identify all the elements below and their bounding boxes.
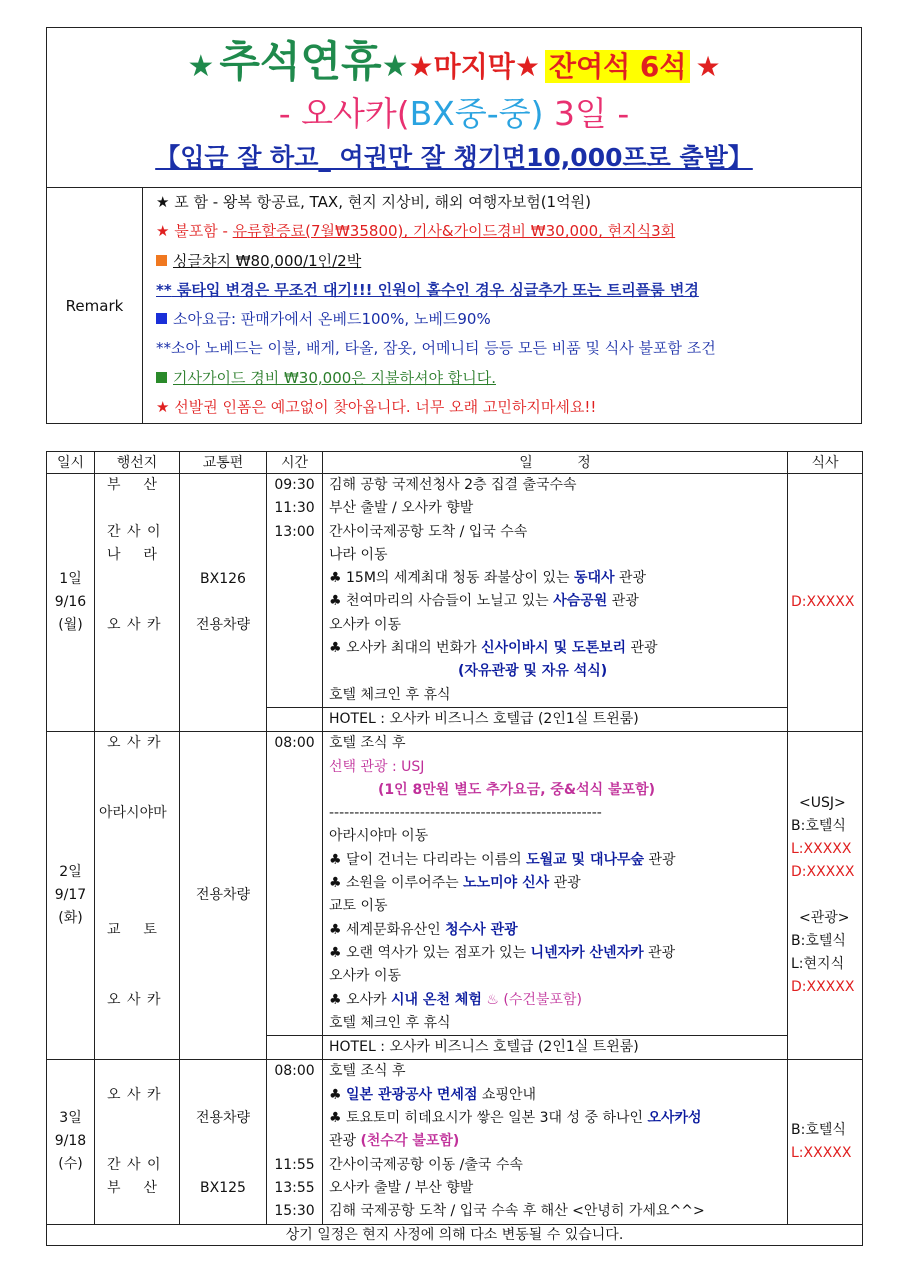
plan-line: 호텔 체크인 후 휴식 — [329, 1014, 451, 1031]
plan-line — [323, 1084, 787, 1107]
plan-line: 오사카 이동 — [329, 616, 402, 633]
sight-name: 도월교 및 대나무숲 — [526, 851, 645, 868]
plan-text: ♣ 토요토미 히데요시가 쌓은 일본 3대 성 중 하나인 — [329, 1110, 648, 1127]
col-header-time: 시간 — [267, 452, 323, 474]
subtitle-dest: - 오사카( — [278, 94, 410, 133]
transport-cell — [180, 732, 267, 1060]
plan-line: 김해 국제공항 도착 / 입국 수속 후 해산 <안녕히 가세요^^> — [329, 1203, 705, 1220]
time: 11:30 — [274, 500, 315, 517]
plan-line — [323, 872, 787, 895]
plan-line: (자유관광 및 자유 석식) — [458, 663, 608, 680]
sight-name: 청수사 관광 — [445, 921, 518, 938]
sight-name: 오사카성 — [647, 1110, 702, 1127]
plan-text: ♣ — [329, 1086, 347, 1103]
plan-text: 관광 — [643, 944, 676, 961]
star-icon: ★ — [156, 193, 170, 211]
plan-text: ♣ 천여마리의 사슴들이 노닐고 있는 — [329, 593, 554, 610]
remark-prefix: 불포함 - — [169, 222, 233, 241]
col-header-meal: 식사 — [788, 452, 863, 474]
time: 13:55 — [274, 1179, 315, 1196]
star-icon: ★ — [695, 50, 721, 83]
meal-cell — [788, 732, 863, 1060]
time-cell — [267, 1060, 323, 1224]
subtitle — [47, 90, 861, 138]
table-row — [47, 474, 863, 708]
time: 08:00 — [274, 1063, 315, 1080]
hotel-cell — [323, 707, 788, 731]
time-cell — [267, 707, 323, 731]
remark-item — [156, 334, 857, 363]
meal-dinner: D:XXXXX — [791, 864, 855, 881]
plan-line: 김해 공항 국제선청사 2층 집결 출국수속 — [329, 477, 577, 493]
remark-text: 기사가이드 경비 ₩30,000은 지불하셔야 합니다. — [173, 368, 496, 387]
time: 11:55 — [274, 1156, 315, 1173]
optional-tour-note: (1인 8만원 별도 추가요금, 중&석식 불포함) — [378, 781, 656, 798]
place: 오 사 카 — [107, 735, 162, 752]
time: 09:30 — [274, 477, 315, 493]
remark-text: 선발권 인폼은 예고없이 찾아옵니다. 너무 오래 고민하지마세요!! — [169, 398, 597, 417]
plan-line: 아라시야마 이동 — [329, 828, 429, 845]
plan-text: 관광 — [614, 570, 647, 587]
bullet-icon: ** — [156, 339, 171, 358]
meal-cell — [788, 474, 863, 732]
plan-line: 호텔 조식 후 — [329, 735, 406, 752]
star-icon: ★ — [187, 49, 215, 84]
sight-name: 동대사 — [573, 570, 615, 587]
footer-note: 상기 일정은 현지 사정에 의해 다소 변동될 수 있습니다. — [47, 1224, 863, 1245]
plan-text: ♣ 소원을 이루어주는 — [329, 875, 464, 892]
plan-text: ♣ 오사카 최대의 번화가 — [329, 640, 482, 657]
meal-lunch: L:현지식 — [791, 956, 845, 973]
flight-code: BX125 — [200, 1179, 246, 1196]
tagline: 【입금 잘 하고_ 여권만 잘 챙기면10,000프로 출발】 — [155, 143, 753, 172]
meal-group-label: <관광> — [799, 910, 850, 927]
day-date: 9/17 — [54, 887, 87, 904]
sight-name: 노노미야 신사 — [463, 875, 550, 892]
plan-line: 교토 이동 — [329, 898, 388, 915]
green-square-icon — [156, 372, 167, 383]
star-icon: ★ — [381, 49, 409, 84]
onsen-note: ♨ (수건불포함) — [481, 991, 582, 1008]
place: 교 토 — [107, 921, 158, 938]
transport-label: 전용차량 — [195, 1110, 251, 1127]
schedule-cell — [323, 732, 788, 1036]
subtitle-airline: BX중-중 — [409, 94, 531, 133]
plan-line: 나라 이동 — [329, 546, 388, 563]
place: 간 사 이 — [107, 1156, 162, 1173]
day-date: 9/16 — [54, 594, 87, 611]
star-icon: ★ — [514, 50, 540, 83]
day-number: 3일 — [59, 1110, 82, 1127]
plan-text: 쇼핑안내 — [477, 1086, 537, 1103]
remark-text: 포 함 - 왕복 항공료, TAX, 현지 지상비, 해외 여행자보험(1억원) — [169, 193, 591, 211]
remark-label: Remark — [47, 188, 143, 423]
remark-text: 룸타입 변경은 무조건 대기!!! 인원이 홀수인 경우 싱글추가 또는 트리플룸 변경 — [171, 280, 699, 299]
day-number: 2일 — [59, 864, 82, 881]
day-date: 9/18 — [54, 1133, 87, 1150]
plan-line: 간사이국제공항 이동 /출국 수속 — [329, 1156, 523, 1173]
day-weekday: (화) — [58, 910, 83, 927]
plan-text: 관광 — [626, 640, 658, 657]
bullet-icon: ** — [156, 280, 172, 299]
meal-breakfast: B:호텔식 — [791, 818, 846, 835]
schedule-cell — [323, 474, 788, 708]
optional-tour: 선택 관광 : USJ — [329, 758, 425, 775]
sight-name: 시내 온천 체험 — [391, 991, 482, 1008]
col-header-transport: 교통편 — [180, 452, 267, 474]
plan-text: ♣ 15M의 세계최대 청동 좌불상이 있는 — [329, 570, 574, 587]
col-header-date: 일시 — [47, 452, 95, 474]
plan-text: ♣ 달이 건너는 다리라는 이름의 — [329, 851, 527, 868]
day-cell — [47, 474, 95, 732]
plan-text: 관광 — [329, 1133, 361, 1150]
divider: ------------------------------------------------------ — [329, 805, 602, 822]
blue-square-icon — [156, 313, 167, 324]
plan-line — [323, 567, 787, 590]
orange-square-icon — [156, 255, 167, 266]
day-number: 1일 — [59, 571, 82, 588]
remark-text: 유류할증료(7월₩35800), 기사&가이드경비 ₩30,000, 현지식3회 — [232, 222, 676, 241]
plan-line: 호텔 조식 후 — [329, 1063, 406, 1080]
destination-cell — [95, 474, 180, 732]
plan-line — [323, 942, 787, 965]
plan-text: 관광 — [644, 851, 676, 868]
remark-item — [156, 188, 857, 217]
page-title: 추석연휴 — [219, 37, 382, 86]
table-row — [47, 732, 863, 1036]
transport-cell — [180, 474, 267, 732]
destination-cell — [95, 1060, 180, 1224]
plan-line — [323, 919, 787, 942]
day-weekday: (수) — [58, 1156, 83, 1173]
plan-line: 오사카 이동 — [329, 968, 402, 985]
plan-text: ♣ 세계문화유산인 — [329, 921, 446, 938]
hotel-cell — [323, 1036, 788, 1060]
meal-lunch: L:XXXXX — [791, 841, 852, 858]
plan-line: 간사이국제공항 도착 / 입국 수속 — [329, 523, 528, 540]
last-chance-label: 마지막 — [433, 50, 515, 83]
plan-text: 관광 — [607, 593, 639, 610]
plan-line — [323, 637, 787, 660]
sight-name: 니넨자카 산넨자카 — [530, 944, 644, 961]
remark-text: 소아 노베드는 이불, 배게, 타올, 잠옷, 어메니티 등등 모든 비품 및 식사 불포함 조건 — [171, 339, 716, 358]
day-cell — [47, 732, 95, 1060]
subtitle-days: 3일 - — [543, 94, 630, 133]
sight-name: 일본 관광공사 면세점 — [346, 1086, 478, 1103]
place: 아라시야마 — [99, 805, 167, 822]
schedule-cell — [323, 1060, 788, 1224]
plan-line — [323, 590, 787, 613]
remark-item — [156, 217, 857, 246]
meal-cell — [788, 1060, 863, 1224]
time-cell — [267, 732, 323, 1036]
meal-lunch: L:XXXXX — [791, 1144, 852, 1161]
hotel-info: HOTEL : 오사카 비즈니스 호텔급 (2인1실 트윈룸) — [329, 1039, 639, 1056]
sight-name: 사슴공원 — [553, 593, 608, 610]
col-header-destination: 행선지 — [95, 452, 180, 474]
star-icon: ★ — [156, 398, 170, 417]
meal-group-label: <USJ> — [799, 795, 846, 812]
schedule-table — [46, 451, 863, 1246]
meal-dinner: D:XXXXX — [791, 979, 855, 996]
day-weekday: (월) — [58, 617, 83, 634]
plan-text: ♣ 오랜 역사가 있는 점포가 있는 — [329, 944, 531, 961]
remark-item — [156, 247, 857, 276]
place: 부 산 — [107, 477, 158, 493]
plan-line — [323, 1130, 787, 1153]
remark-item — [156, 393, 857, 422]
remark-item — [156, 305, 857, 334]
meal-breakfast: B:호텔식 — [791, 933, 846, 950]
time: 15:30 — [274, 1203, 315, 1220]
remark-text: 소아요금: 판매가에서 온베드100%, 노베드90% — [173, 310, 491, 329]
remark-list — [156, 188, 857, 422]
time-cell — [267, 1036, 323, 1060]
meal-dinner: D:XXXXX — [791, 594, 855, 611]
time-cell — [267, 474, 323, 708]
remark-item — [156, 276, 857, 305]
title-box — [46, 27, 862, 188]
sight-name: 신사이바시 및 도톤보리 — [481, 640, 627, 657]
table-row — [47, 1060, 863, 1224]
remaining-seats-badge: 잔여석 6석 — [545, 50, 690, 83]
plan-line: 오사카 출발 / 부산 향발 — [329, 1179, 474, 1196]
destination-cell — [95, 732, 180, 1060]
plan-line — [323, 1107, 787, 1130]
plan-line — [323, 989, 787, 1012]
place: 오 사 카 — [107, 1086, 162, 1103]
star-icon: ★ — [408, 50, 434, 83]
plan-line — [323, 849, 787, 872]
remark-box — [46, 188, 862, 424]
star-icon: ★ — [156, 222, 170, 241]
col-header-schedule: 일 정 — [323, 452, 788, 474]
subtitle-paren: ) — [530, 94, 544, 133]
place: 오 사 카 — [107, 616, 162, 633]
plan-note: (천수각 불포함) — [360, 1133, 460, 1150]
table-header-row — [47, 452, 863, 474]
remark-text: 싱글챠지 ₩80,000/1인/2박 — [173, 251, 362, 270]
place: 나 라 — [107, 546, 158, 563]
plan-text: 관광 — [549, 875, 581, 892]
hotel-info: HOTEL : 오사카 비즈니스 호텔급 (2인1실 트윈룸) — [329, 710, 639, 727]
plan-text: ♣ 오사카 — [329, 991, 392, 1008]
place: 부 산 — [107, 1179, 158, 1196]
footer-row — [47, 1224, 863, 1245]
plan-line: 부산 출발 / 오사카 향발 — [329, 500, 474, 517]
time: 08:00 — [274, 735, 315, 752]
place: 오 사 카 — [107, 991, 162, 1008]
title-line — [47, 34, 861, 90]
transport-label: 전용차량 — [195, 617, 251, 634]
meal-breakfast: B:호텔식 — [791, 1121, 846, 1138]
remark-item — [156, 364, 857, 393]
time: 13:00 — [274, 523, 315, 540]
transport-cell — [180, 1060, 267, 1224]
place: 간 사 이 — [107, 523, 162, 540]
flight-code: BX126 — [200, 570, 246, 587]
day-cell — [47, 1060, 95, 1224]
plan-line: 호텔 체크인 후 휴식 — [329, 686, 451, 703]
transport-label: 전용차량 — [195, 887, 251, 904]
